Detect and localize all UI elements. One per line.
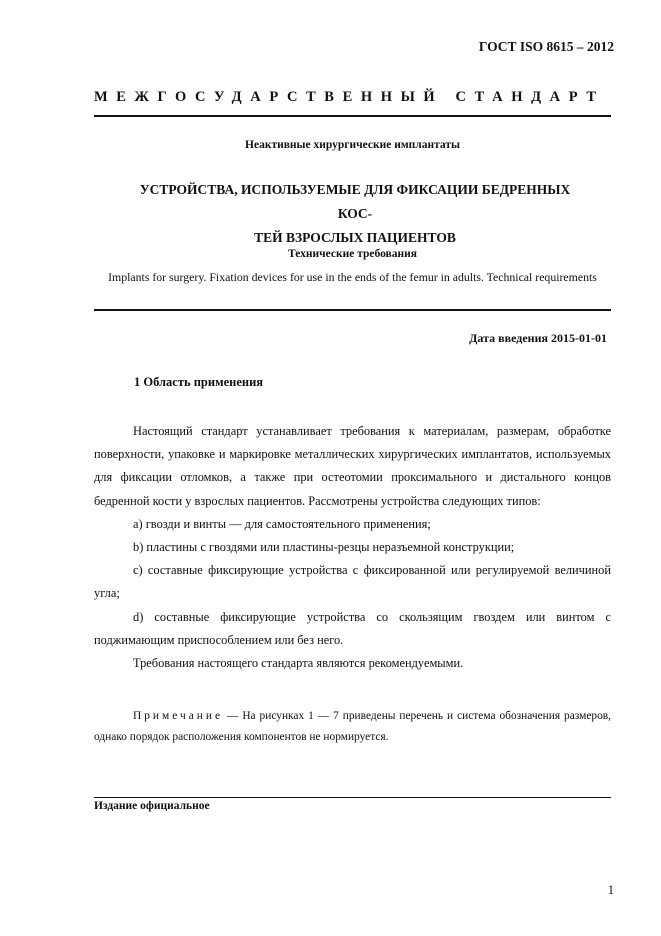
main-title-line1: УСТРОЙСТВА, ИСПОЛЬЗУЕМЫЕ ДЛЯ ФИКСАЦИИ БЕДРЕННЫХ КОС- [139,182,571,221]
standard-banner: МЕЖГОСУДАРСТВЕННЫЙ СТАНДАРТ [94,89,605,105]
footer-divider [94,797,611,798]
subtitle: Неактивные хирургические имплантаты [245,139,460,151]
title-divider [94,309,611,311]
note-label: Примечание [133,710,224,722]
top-divider [94,115,611,117]
page-number: 1 [607,883,614,897]
list-item: b) пластины с гвоздями или пластины-резцы неразъемной конструкции; [133,540,515,555]
english-title: Implants for surgery. Fixation devices for use in the ends of the femur in adults. Technical requirements [108,270,597,284]
section-body [94,420,611,675]
recommendation-paragraph: Требования настоящего стандарта являются рекомендуемыми. [133,656,464,671]
technical-requirements-heading: Технические требования [288,248,417,260]
document-code: ГОСТ ISO 8615 – 2012 [478,39,614,54]
main-title-line2: ТЕЙ ВЗРОСЛЫХ ПАЦИЕНТОВ [254,230,456,245]
edition-label: Издание официальное [94,800,210,812]
list-item: а) гвозди и винты — для самостоятельного применения; [133,516,431,531]
note-paragraph [94,706,611,748]
main-title [130,178,580,250]
note-text: — На рисунках 1 — 7 приведены перечень и система обозначения размеров, однако порядок расположения компонентов не нормируется. [94,710,611,743]
section-heading: 1 Область применения [134,375,264,389]
effective-date: Дата введения 2015-01-01 [469,331,607,345]
list-item: d) составные фиксирующие устройства со скользящим гвоздем или винтом с поджимающим приспособлением или без него. [94,609,611,647]
intro-paragraph: Настоящий стандарт устанавливает требования к материалам, размерам, обработке поверхности, упаковке и маркировке металлических хирургических имплантатов, используемых для фиксации отломков, а также при остеотомии проксимального и дистального концов бедренной кости у взрослых пациентов. Рассмотрены устройства следующих типов: [94,424,611,508]
list-item: c) составные фиксирующие устройства с фиксированной или регулируемой величиной угла; [94,563,611,601]
